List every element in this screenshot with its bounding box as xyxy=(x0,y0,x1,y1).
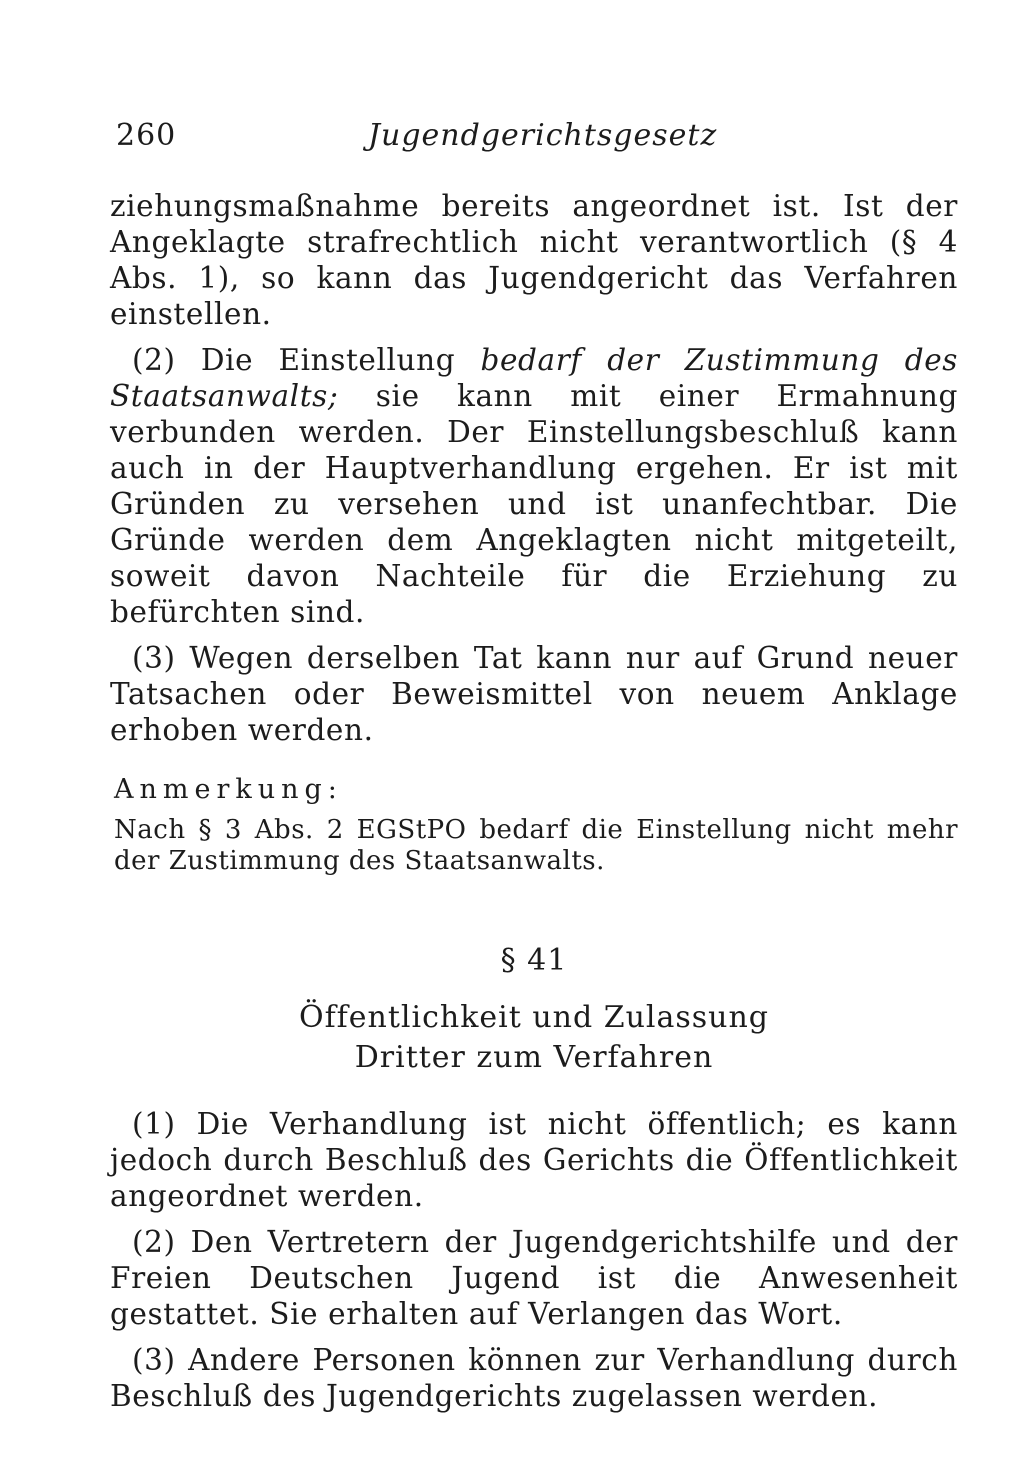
paragraph-2-emphasis: bedarf der Zustimmung des Staatsanwalts; xyxy=(110,343,958,413)
book-page xyxy=(110,118,958,1424)
section-paragraph-3: (3) Andere Personen können zur Verhandlung durch Beschluß des Jugendgerichts zugelassen werden. xyxy=(110,1343,958,1413)
section-title-line-1: Öffentlichkeit und Zulassung xyxy=(298,1000,770,1035)
section-paragraph-2: (2) Den Vertretern der Jugendgerichtshilfe und der Freien Deutschen Jugend ist die Anwesenheit gestattet. Sie erhalten auf Verlangen das Wort. xyxy=(110,1225,958,1331)
section-title xyxy=(110,998,958,1078)
running-title: Jugendgerichtsgesetz xyxy=(368,118,718,153)
section-number: § 41 xyxy=(500,943,568,978)
paragraph-2 xyxy=(110,342,958,630)
note-heading: Anmerkung: xyxy=(114,774,343,805)
section-title-line-2: Dritter zum Verfahren xyxy=(354,1040,714,1075)
paragraph-3: (3) Wegen derselben Tat kann nur auf Grund neuer Tatsachen oder Beweismittel von neuem Anklage erhoben werden. xyxy=(110,641,958,747)
paragraph-2-rest: sie kann mit einer Ermahnung verbunden werden. Der Einstellungsbeschluß kann auch in der Hauptverhandlung ergehen. Er ist mit Gründen zu versehen und ist unanfechtbar. Die Gründe werden dem Angeklagten nicht mitgeteilt, soweit davon Nachteile für die Erziehung zu befürchten sind. xyxy=(110,379,958,629)
running-header xyxy=(110,118,958,162)
section-paragraph-1: (1) Die Verhandlung ist nicht öffentlich; es kann jedoch durch Beschluß des Gerichts die Öffentlichkeit angeordnet werden. xyxy=(110,1107,958,1213)
note-text: Nach § 3 Abs. 2 EGStPO bedarf die Einstellung nicht mehr der Zustimmung des Staatsanwalts. xyxy=(114,815,958,876)
continuation-paragraph: ziehungsmaßnahme bereits angeordnet ist. Ist der Angeklagte strafrechtlich nicht verantwortlich (§ 4 Abs. 1), so kann das Jugendgericht das Verfahren einstellen. xyxy=(110,189,958,331)
paragraph-2-lead: (2) Die Einstellung xyxy=(132,343,481,377)
page-number: 260 xyxy=(116,118,177,153)
